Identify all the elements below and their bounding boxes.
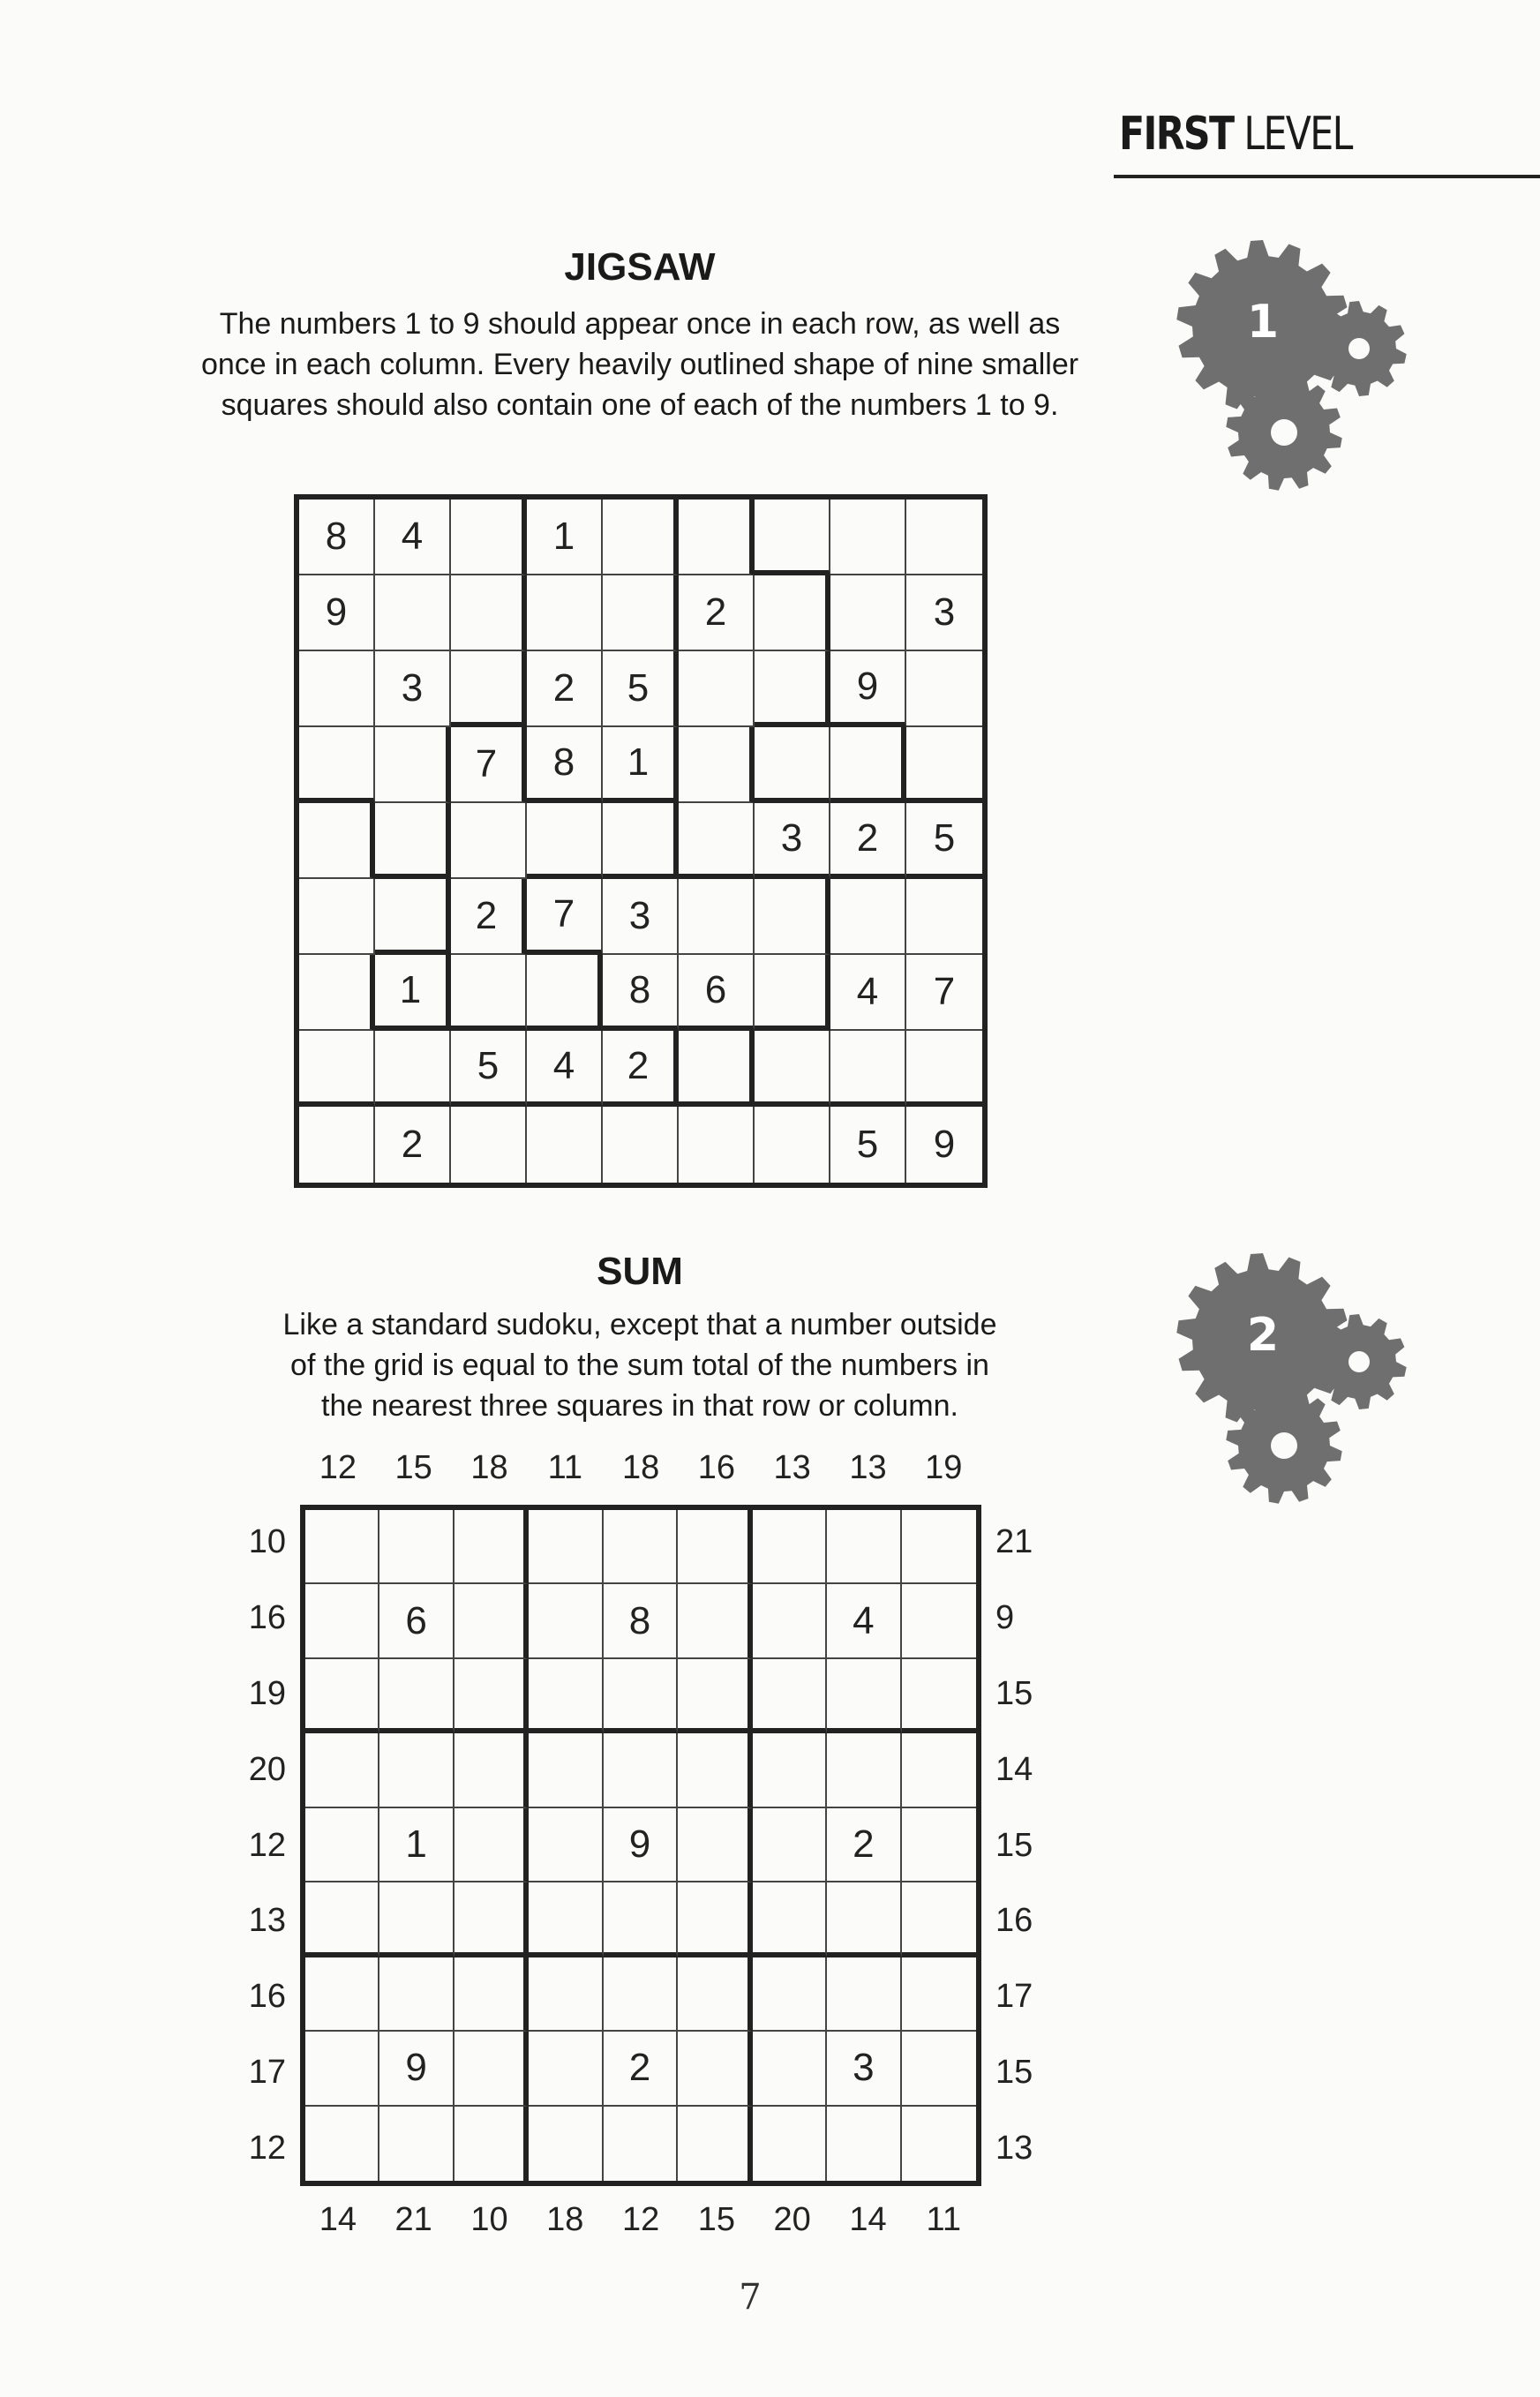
sum-cell[interactable]: 6	[379, 1584, 454, 1658]
sum-cell[interactable]	[379, 2107, 454, 2181]
sum-cell[interactable]	[753, 1733, 827, 1807]
jigsaw-cell[interactable]	[679, 1107, 755, 1183]
sum-clue-right: 14	[995, 1750, 1033, 1788]
sum-clue-top: 13	[849, 1449, 887, 1486]
sum-cell[interactable]	[753, 2107, 827, 2181]
sum-cell[interactable]	[678, 1584, 752, 1658]
sum-cell[interactable]	[454, 1808, 529, 1882]
jigsaw-cell[interactable]: 2	[375, 1107, 451, 1183]
instruction-line: of the grid is equal to the sum total of the numbers in	[290, 1349, 989, 1382]
jigsaw-cell[interactable]	[299, 727, 375, 803]
instruction-line: squares should also contain one of each of the numbers 1 to 9.	[221, 388, 1059, 422]
jigsaw-cell[interactable]	[755, 575, 830, 651]
sum-clue-left: 12	[248, 2129, 286, 2167]
sum-clues-left	[221, 1505, 286, 2186]
sum-cell[interactable]	[678, 1733, 752, 1807]
sum-clue-bottom: 14	[319, 2201, 357, 2238]
jigsaw-cell[interactable]: 3	[375, 651, 451, 727]
sum-clue-bottom: 11	[926, 2201, 961, 2238]
sum-cell[interactable]	[305, 1733, 379, 1807]
jigsaw-cell[interactable]	[906, 879, 982, 955]
jigsaw-cell[interactable]: 2	[451, 879, 527, 955]
jigsaw-cell[interactable]	[830, 879, 906, 955]
jigsaw-cell[interactable]	[299, 803, 375, 879]
jigsaw-cell[interactable]: 3	[906, 575, 982, 651]
sum-cell[interactable]	[604, 1510, 678, 1584]
sum-cell[interactable]	[529, 1510, 603, 1584]
jigsaw-cell[interactable]	[375, 879, 451, 955]
sum-cell[interactable]	[379, 1659, 454, 1733]
jigsaw-cell[interactable]: 4	[375, 500, 451, 575]
jigsaw-cell[interactable]	[679, 727, 755, 803]
jigsaw-cell[interactable]	[375, 1031, 451, 1107]
sum-clue-left: 16	[248, 1599, 286, 1637]
sum-cell[interactable]	[604, 1882, 678, 1957]
jigsaw-cell[interactable]	[451, 651, 527, 727]
jigsaw-cell[interactable]	[527, 803, 603, 879]
sum-cell[interactable]	[305, 1584, 379, 1658]
jigsaw-cell[interactable]	[679, 803, 755, 879]
jigsaw-cell[interactable]	[451, 955, 527, 1031]
sum-clue-top: 18	[470, 1449, 508, 1486]
jigsaw-cell[interactable]: 5	[451, 1031, 527, 1107]
jigsaw-instructions	[132, 304, 1147, 425]
sum-clue-left: 17	[248, 2053, 286, 2091]
jigsaw-cell[interactable]	[603, 803, 679, 879]
sum-cell[interactable]	[305, 2107, 379, 2181]
sum-title: SUM	[597, 1250, 683, 1293]
sum-cell[interactable]	[454, 1733, 529, 1807]
sum-cell[interactable]	[454, 1882, 529, 1957]
jigsaw-cell[interactable]	[906, 651, 982, 727]
jigsaw-cell[interactable]: 1	[375, 955, 451, 1031]
jigsaw-cell[interactable]: 5	[603, 651, 679, 727]
jigsaw-cell[interactable]	[679, 879, 755, 955]
sum-cell[interactable]: 4	[827, 1584, 901, 1658]
sum-cell[interactable]	[678, 1882, 752, 1957]
sum-cell[interactable]	[753, 1882, 827, 1957]
sum-cell[interactable]	[379, 1957, 454, 2032]
jigsaw-cell[interactable]	[299, 651, 375, 727]
jigsaw-cell[interactable]: 2	[679, 575, 755, 651]
sum-cell[interactable]	[305, 2032, 379, 2106]
jigsaw-cell[interactable]: 3	[603, 879, 679, 955]
instruction-line: Like a standard sudoku, except that a number outside	[282, 1308, 997, 1341]
sum-cell[interactable]	[902, 1957, 976, 2032]
sum-clue-bottom: 15	[697, 2201, 736, 2238]
jigsaw-cell[interactable]: 4	[830, 955, 906, 1031]
jigsaw-cell[interactable]: 8	[603, 955, 679, 1031]
sum-instructions	[159, 1304, 1121, 1426]
sum-cell[interactable]	[529, 1808, 603, 1882]
sum-cell[interactable]	[454, 1510, 529, 1584]
sum-clue-right: 15	[995, 1826, 1033, 1864]
jigsaw-title: JIGSAW	[564, 245, 716, 289]
jigsaw-cell[interactable]: 9	[299, 575, 375, 651]
jigsaw-cell[interactable]	[451, 575, 527, 651]
jigsaw-cell[interactable]	[755, 727, 830, 803]
sum-cell[interactable]	[305, 1882, 379, 1957]
sum-cell[interactable]: 2	[827, 1808, 901, 1882]
sum-clue-right: 15	[995, 2053, 1033, 2091]
jigsaw-grid	[294, 494, 988, 1188]
page-number: 7	[739, 2277, 762, 2318]
level-title	[1119, 108, 1352, 161]
jigsaw-cell[interactable]: 8	[299, 500, 375, 575]
jigsaw-cell[interactable]	[299, 1031, 375, 1107]
sum-cell[interactable]	[454, 1584, 529, 1658]
jigsaw-cell[interactable]	[830, 1031, 906, 1107]
sum-clue-left: 12	[248, 1826, 286, 1864]
sum-cell[interactable]	[305, 1659, 379, 1733]
sum-cell[interactable]	[678, 1808, 752, 1882]
sum-cell[interactable]	[753, 1957, 827, 2032]
instruction-line: The numbers 1 to 9 should appear once in each row, as well as	[219, 307, 1061, 341]
level-title-rest: LEVEL	[1243, 108, 1352, 161]
sum-cell[interactable]	[902, 1882, 976, 1957]
sum-cell[interactable]	[379, 1510, 454, 1584]
jigsaw-cell[interactable]: 1	[527, 500, 603, 575]
sum-clues-bottom	[300, 2201, 981, 2239]
sum-cell[interactable]	[529, 1882, 603, 1957]
sum-cell[interactable]	[902, 1808, 976, 1882]
sum-clue-left: 20	[248, 1750, 286, 1788]
sum-clue-top: 18	[621, 1449, 660, 1486]
instruction-line: once in each column. Every heavily outlined shape of nine smaller	[200, 348, 1079, 381]
jigsaw-cell[interactable]: 2	[527, 651, 603, 727]
jigsaw-cell[interactable]	[755, 500, 830, 575]
jigsaw-cell[interactable]	[679, 651, 755, 727]
sum-cell[interactable]	[454, 2107, 529, 2181]
sum-clue-bottom: 12	[621, 2201, 660, 2238]
jigsaw-cell[interactable]	[830, 500, 906, 575]
jigsaw-cell[interactable]	[527, 1107, 603, 1183]
gear-badge-1-icon	[1169, 238, 1408, 494]
jigsaw-cell[interactable]	[451, 803, 527, 879]
sum-cell[interactable]	[529, 2032, 603, 2106]
jigsaw-cell[interactable]	[830, 575, 906, 651]
sum-clue-right: 13	[995, 2129, 1033, 2167]
sum-cell[interactable]	[827, 1733, 901, 1807]
sum-clue-bottom: 14	[849, 2201, 887, 2238]
sum-cell[interactable]	[604, 2107, 678, 2181]
jigsaw-cell[interactable]: 7	[527, 879, 603, 955]
sum-clue-top: 19	[925, 1449, 963, 1486]
jigsaw-cell[interactable]: 8	[527, 727, 603, 803]
sum-cell[interactable]	[753, 1510, 827, 1584]
sum-clue-left: 10	[248, 1523, 286, 1561]
sum-cell[interactable]	[305, 1808, 379, 1882]
sum-clue-right: 9	[995, 1599, 1015, 1637]
jigsaw-cell[interactable]	[299, 879, 375, 955]
level-header	[1114, 104, 1540, 178]
sum-cell[interactable]	[529, 1733, 603, 1807]
sum-cell[interactable]: 2	[604, 2032, 678, 2106]
jigsaw-cell[interactable]	[906, 1031, 982, 1107]
jigsaw-cell[interactable]	[755, 955, 830, 1031]
sum-clue-bottom: 20	[773, 2201, 811, 2238]
jigsaw-cell[interactable]	[527, 955, 603, 1031]
sum-cell[interactable]	[604, 1659, 678, 1733]
jigsaw-cell[interactable]	[755, 651, 830, 727]
jigsaw-cell[interactable]: 4	[527, 1031, 603, 1107]
sum-cell[interactable]	[305, 1957, 379, 2032]
sum-cell[interactable]	[678, 1659, 752, 1733]
jigsaw-cell[interactable]: 9	[830, 651, 906, 727]
jigsaw-cell[interactable]: 6	[679, 955, 755, 1031]
sum-clue-top: 12	[319, 1449, 357, 1486]
sum-cell[interactable]: 3	[827, 2032, 901, 2106]
jigsaw-cell[interactable]	[527, 575, 603, 651]
sum-cell[interactable]	[827, 1659, 901, 1733]
gear-badge-number: 1	[1246, 296, 1280, 349]
sum-cell[interactable]: 9	[604, 1808, 678, 1882]
sum-cell[interactable]	[678, 1510, 752, 1584]
jigsaw-cell[interactable]	[451, 500, 527, 575]
sum-cell[interactable]	[454, 2032, 529, 2106]
sum-cell[interactable]	[604, 1733, 678, 1807]
jigsaw-cell[interactable]: 3	[755, 803, 830, 879]
sum-cell[interactable]	[753, 1584, 827, 1658]
sum-cell[interactable]	[379, 1733, 454, 1807]
jigsaw-cell[interactable]: 5	[830, 1107, 906, 1183]
jigsaw-cell[interactable]	[299, 955, 375, 1031]
sum-clue-top: 11	[547, 1449, 583, 1486]
jigsaw-cell[interactable]	[451, 1107, 527, 1183]
gear-badge-2-icon	[1169, 1251, 1408, 1507]
jigsaw-cell[interactable]	[299, 1107, 375, 1183]
sum-clues-top	[300, 1449, 981, 1487]
jigsaw-cell[interactable]: 2	[830, 803, 906, 879]
sum-cell[interactable]	[379, 1882, 454, 1957]
sum-clue-right: 21	[995, 1523, 1033, 1561]
sum-cell[interactable]	[529, 1584, 603, 1658]
jigsaw-cell[interactable]	[679, 500, 755, 575]
sum-cell[interactable]	[902, 1733, 976, 1807]
instruction-line: the nearest three squares in that row or column.	[321, 1389, 958, 1423]
sum-cell[interactable]	[827, 1957, 901, 2032]
jigsaw-cell[interactable]	[755, 1031, 830, 1107]
jigsaw-cell[interactable]	[375, 727, 451, 803]
sum-clue-bottom: 10	[470, 2201, 508, 2238]
sum-cell[interactable]	[454, 1957, 529, 2032]
sum-cell[interactable]	[827, 1510, 901, 1584]
jigsaw-cell[interactable]	[755, 1107, 830, 1183]
sum-cell[interactable]: 8	[604, 1584, 678, 1658]
jigsaw-cell[interactable]: 9	[933, 1123, 956, 1166]
sum-cell[interactable]	[678, 2032, 752, 2106]
sum-cell[interactable]	[753, 1808, 827, 1882]
gear-badge-number: 2	[1246, 1309, 1280, 1362]
sum-clue-right: 16	[995, 1902, 1033, 1940]
sum-clues-right	[995, 1505, 1061, 2186]
jigsaw-cell[interactable]	[679, 1031, 755, 1107]
sum-cell[interactable]	[827, 1882, 901, 1957]
sum-cell[interactable]	[902, 2107, 976, 2181]
sum-cell[interactable]	[902, 1584, 976, 1658]
sum-cell[interactable]	[902, 2032, 976, 2106]
jigsaw-cell[interactable]	[375, 575, 451, 651]
sum-cell[interactable]	[753, 1659, 827, 1733]
sum-cell[interactable]	[678, 2107, 752, 2181]
sum-cell[interactable]	[604, 1957, 678, 2032]
jigsaw-cell[interactable]	[755, 879, 830, 955]
level-title-bold: FIRST	[1119, 108, 1234, 161]
sum-cell[interactable]	[827, 2107, 901, 2181]
sum-cell[interactable]	[529, 1957, 603, 2032]
jigsaw-cell[interactable]	[375, 803, 451, 879]
sum-cell[interactable]	[529, 1659, 603, 1733]
jigsaw-cell[interactable]: 7	[906, 955, 982, 1031]
sum-clue-left: 16	[248, 1978, 286, 2016]
sum-clue-left: 19	[248, 1674, 286, 1712]
sum-cell[interactable]	[529, 2107, 603, 2181]
jigsaw-cell[interactable]	[830, 727, 906, 803]
sum-clue-right: 17	[995, 1978, 1033, 2016]
jigsaw-cell[interactable]: 5	[906, 803, 982, 879]
jigsaw-cell[interactable]: 2	[603, 1031, 679, 1107]
jigsaw-cell[interactable]: 7	[451, 727, 527, 803]
sum-clue-bottom: 18	[546, 2201, 584, 2238]
jigsaw-cell[interactable]	[603, 575, 679, 651]
sum-grid	[300, 1505, 981, 2186]
sum-clue-left: 13	[248, 1902, 286, 1940]
jigsaw-cell[interactable]	[603, 500, 679, 575]
sum-cell[interactable]	[305, 1510, 379, 1584]
jigsaw-cell[interactable]	[906, 500, 982, 575]
sum-clue-top: 13	[773, 1449, 811, 1486]
sum-cell[interactable]	[753, 2032, 827, 2106]
jigsaw-cell[interactable]	[906, 727, 982, 803]
sum-clue-top: 15	[394, 1449, 432, 1486]
jigsaw-cell[interactable]	[603, 1107, 679, 1183]
jigsaw-cell[interactable]: 1	[603, 727, 679, 803]
sum-clue-top: 16	[697, 1449, 736, 1486]
sum-cell[interactable]	[902, 1659, 976, 1733]
sum-cell[interactable]	[902, 1510, 976, 1584]
sum-cell[interactable]	[678, 1957, 752, 2032]
sum-cell[interactable]: 1	[379, 1808, 454, 1882]
sum-cell[interactable]	[454, 1659, 529, 1733]
sum-clue-right: 15	[995, 1674, 1033, 1712]
sum-cell[interactable]: 9	[379, 2032, 454, 2106]
sum-clue-bottom: 21	[394, 2201, 432, 2238]
